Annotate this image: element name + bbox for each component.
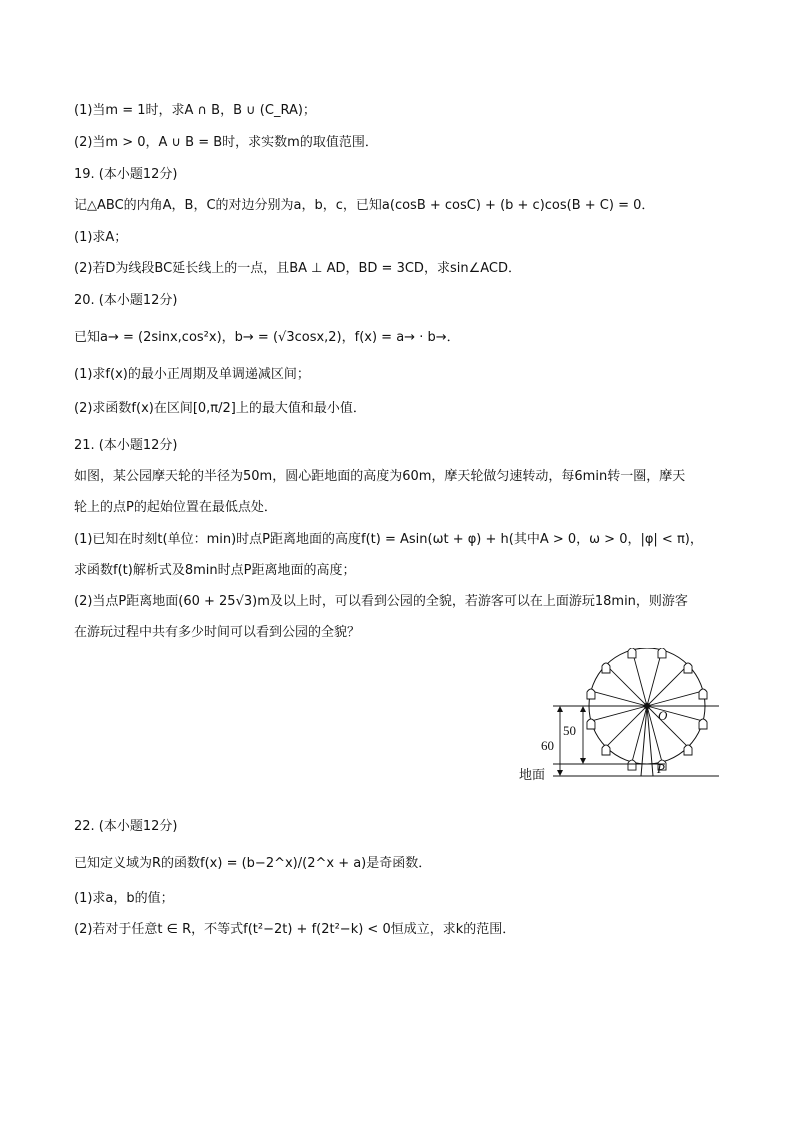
label-point-p: P [657, 761, 665, 776]
q20-stem: 已知a→ = (2sinx,cos²x)，b→ = (√3cosx,2)，f(x) = a→ · b→． [74, 330, 460, 345]
cabin [684, 745, 692, 755]
q21-part2-line1: (2)当点P距离地面(60 + 25√3)m及以上时，可以看到公园的全貌，若游客可以在上面游玩18min，则游客 [74, 594, 688, 609]
q21-part1-line2: 求函数f(t)解析式及8min时点P距离地面的高度； [74, 563, 356, 578]
q19-heading: 19. (本小题12分) [74, 167, 178, 182]
wheel-spoke [591, 706, 647, 721]
wheel-spoke [606, 665, 647, 706]
wheel-spoke [647, 665, 688, 706]
cabin [699, 719, 707, 729]
label-50: 50 [563, 723, 576, 738]
cabin [587, 719, 595, 729]
cabin [628, 648, 636, 658]
cabin [658, 648, 666, 658]
wheel-spoke [647, 706, 703, 721]
q18-part1: (1)当m = 1时，求A ∩ B，B ∪ (C_RA)； [74, 103, 316, 118]
cabin [587, 689, 595, 699]
q22-heading: 22. (本小题12分) [74, 819, 178, 834]
q21-stem-line1: 如图，某公园摩天轮的半径为50m，圆心距地面的高度为60m，摩天轮做匀速转动，每6min转一圈，摩天 [74, 469, 686, 484]
label-center-o: O [658, 708, 668, 723]
q20-part2: (2)求函数f(x)在区间[0,π/2]上的最大值和最小值． [74, 401, 366, 416]
q19-part1: (1)求A； [74, 230, 128, 245]
q22-part2: (2)若对于任意t ∈ R，不等式f(t²−2t) + f(2t²−k) < 0恒成立，求k的范围． [74, 922, 516, 937]
q21-part1-line1: (1)已知在时刻t(单位：min)时点P距离地面的高度f(t) = Asin(ωt + φ) + h(其中A > 0，ω > 0，|φ| < π)， [74, 532, 703, 547]
q20-part1: (1)求f(x)的最小正周期及单调递减区间； [74, 367, 310, 382]
q22-part1: (1)求a，b的值； [74, 891, 174, 906]
q20-heading: 20. (本小题12分) [74, 293, 178, 308]
q18-part2: (2)当m > 0，A ∪ B = B时，求实数m的取值范围． [74, 135, 378, 150]
q19-part2: (2)若D为线段BC延长线上的一点，且BA ⊥ AD，BD = 3CD，求sin∠ACD． [74, 261, 521, 276]
q22-stem: 已知定义域为R的函数f(x) = (b−2^x)/(2^x + a)是奇函数． [74, 856, 432, 871]
cabin [602, 745, 610, 755]
cabin [684, 663, 692, 673]
wheel-spoke [606, 706, 647, 747]
wheel-spoke [647, 691, 703, 706]
q21-heading: 21. (本小题12分) [74, 438, 178, 453]
label-60: 60 [541, 738, 554, 753]
ferris-wheel-figure [515, 648, 735, 788]
label-ground: 地面 [519, 768, 546, 783]
q21-part2-line2: 在游玩过程中共有多少时间可以看到公园的全貌？ [74, 625, 361, 640]
cabin [699, 689, 707, 699]
wheel-spoke [591, 691, 647, 706]
ferris-wheel-diagram [515, 648, 735, 788]
q21-stem-line2: 轮上的点P的起始位置在最低点处． [74, 500, 277, 515]
q19-stem: 记△ABC的内角A，B，C的对边分别为a，b，c，已知a(cosB + cosC) + (b + c)cos(B + C) = 0． [74, 198, 655, 213]
cabin [628, 760, 636, 770]
cabin [602, 663, 610, 673]
wheel-spoke [647, 706, 688, 747]
